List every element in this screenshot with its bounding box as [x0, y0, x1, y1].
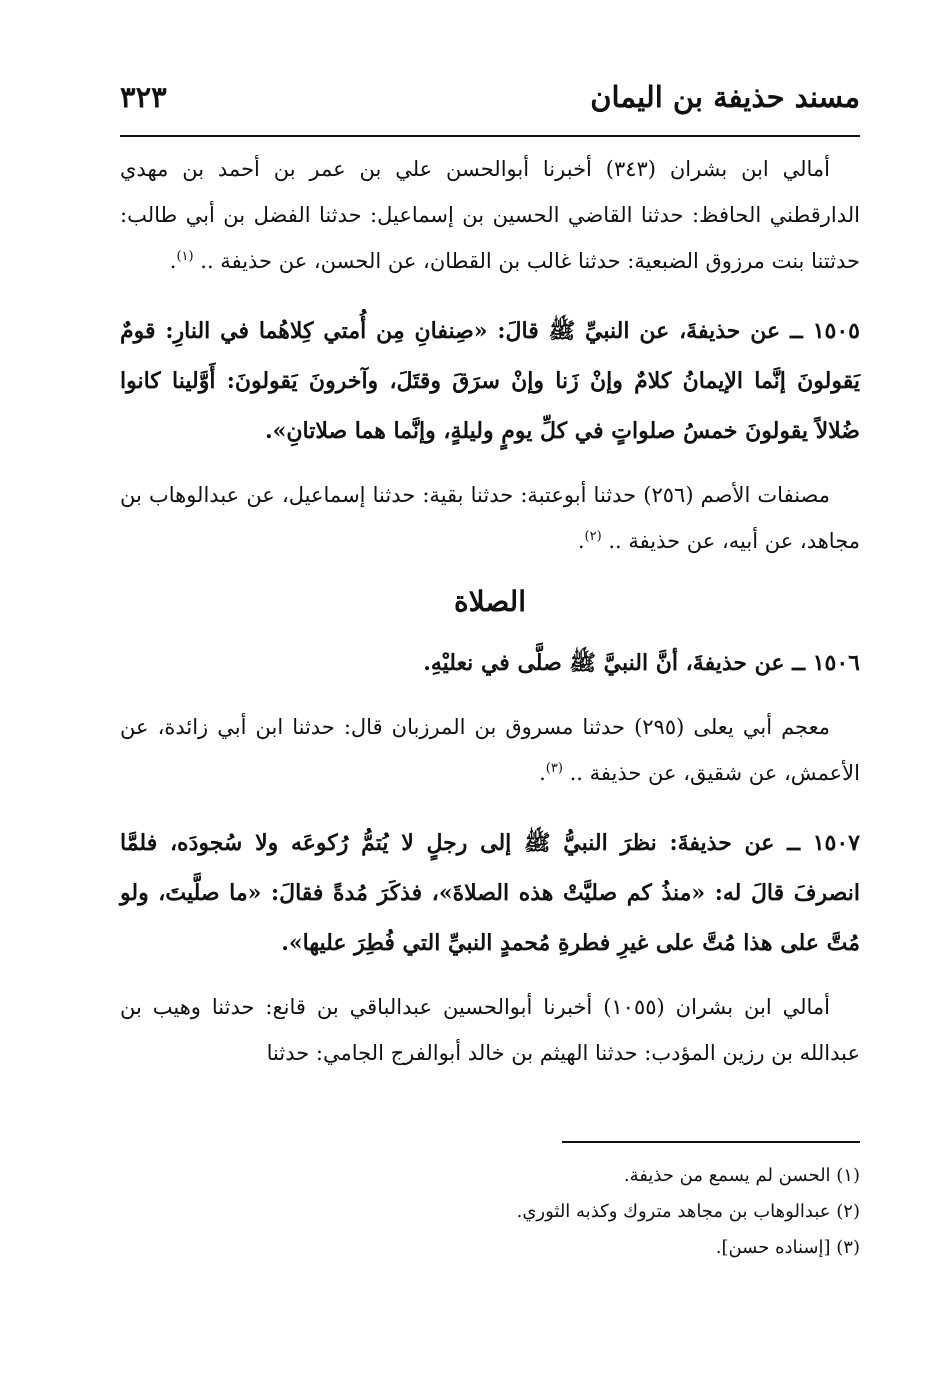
source-paragraph: معجم أبي يعلى (٢٩٥) حدثنا مسروق بن المرزبان قال: حدثنا ابن أبي زائدة، عن الأعمش، عن شقيق، عن حذيفة .. $^{(٣)}$. [120, 715, 860, 785]
hadith-1505: ١٥٠٥ ــ عن حذيفةَ، عن النبيِّ ﷺ قالَ: «صِنفانِ مِن أُمتي كِلاهُما في النارِ: قومٌ يَقولونَ إنَّما الإيمانُ كلامٌ وإنْ زَنا وإنْ سرَقَ وقتَلَ، وآخرونَ يَقولونَ: أَوَّلينا كانوا ضُلالاً يقولونَ خمسُ صلواتٍ في كلِّ يومٍ وليلةٍ، وإنَّما هما صلاتانِ». [120, 318, 860, 444]
spacer [120, 796, 860, 818]
hadith-1507: ١٥٠٧ ــ عن حذيفةَ: نظرَ النبيُّ ﷺ إلى رجلٍ لا يُتمُّ رُكوعَه ولا سُجودَه، فلمَّا انصرفَ قالَ له: «منذُ كم صليَّتْ هذه الصلاةَ»، فذكَرَ مُدةً فقالَ: «ما صلَّيتَ، ولو مُتَّ على هذا مُتَّ على غيرِ فطرةِ مُحمدٍ النبيِّ التي فُطِرَ عليها». [120, 830, 860, 956]
footnote-rule [562, 1141, 860, 1143]
header-title: مسند حذيفة بن اليمان [590, 80, 860, 114]
source-paragraph: أمالي ابن بشران (١٠٥٥) أخبرنا أبوالحسين عبدالباقي بن قانع: حدثنا وهيب بن عبدالله بن رزين المؤدب: حدثنا الهيثم بن خالد أبوالفرج الجامي: حدثنا [120, 995, 860, 1065]
running-header [120, 78, 860, 130]
page-number: ٣٢٣ [120, 80, 167, 114]
spacer [120, 968, 860, 984]
spacer [120, 456, 860, 472]
section-title: الصلاة [454, 585, 526, 618]
source-paragraph: مصنفات الأصم (٢٥٦) حدثنا أبوعتبة: حدثنا بقية: حدثنا إسماعيل، عن عبدالوهاب بن مجاهد، عن أبيه، عن حذيفة .. $^{(٢)}$. [120, 483, 860, 553]
footnote-ref: (٢) [584, 529, 602, 544]
hadith-1506: ١٥٠٦ ــ عن حذيفةَ، أنَّ النبيَّ ﷺ صلَّى في نعليْهِ. [423, 650, 860, 676]
header-rule [120, 135, 860, 137]
spacer [120, 688, 860, 704]
source-paragraph: أمالي ابن بشران (٣٤٣) أخبرنا أبوالحسن علي بن عمر بن أحمد بن مهدي الدارقطني الحافظ: حدثنا القاضي الحسين بن إسماعيل: حدثنا الفضل بن أبي طالب: حدثتنا بنت مرزوق الضبعية: حدثنا غالب بن القطان، عن الحسن، عن حذيفة .. $^{(١)}$. [120, 157, 860, 273]
footnote-1: (١) الحسن لم يسمع من حذيفة. [623, 1165, 860, 1186]
footnote-3: (٣) [إسناده حسن]. [715, 1237, 860, 1258]
footnotes [120, 1158, 860, 1266]
footnote-2: (٢) عبدالوهاب بن مجاهد متروك وكذبه الثوري. [516, 1201, 860, 1222]
footnote-ref: (١) [176, 249, 194, 264]
page-body [120, 146, 860, 1076]
spacer [120, 284, 860, 306]
footnote-ref: (٣) [545, 761, 563, 776]
